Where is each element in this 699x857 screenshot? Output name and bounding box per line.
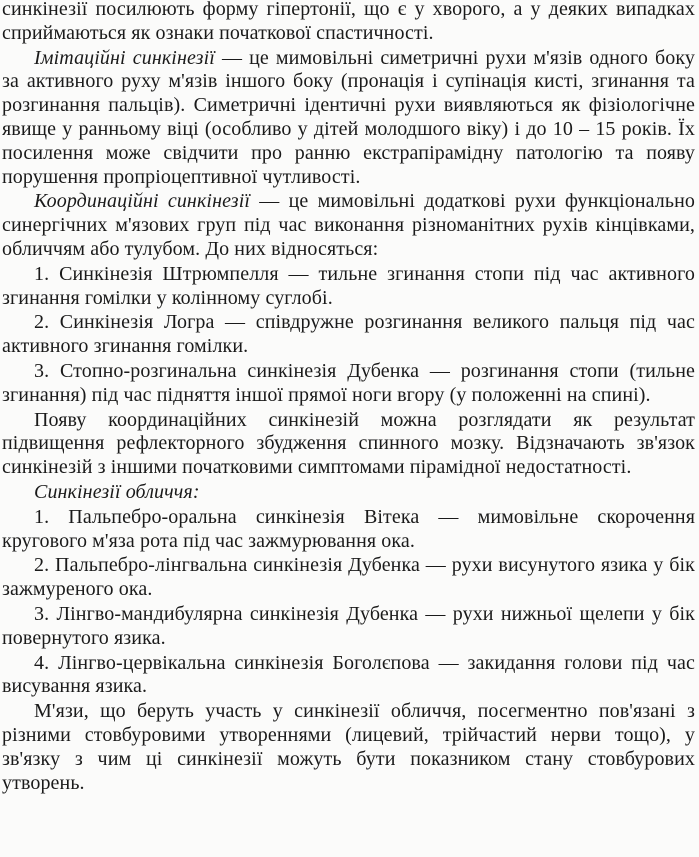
list-item-text: 3. Стопно-розгинальна синкінезія Дубенка — розгинання стопи (тильне згинання) під час підняття іншої прямої ноги вгору (у положенні на спині). — [2, 359, 695, 406]
paragraph-text: М'язи, що беруть участь у синкінезії обличчя, посегментно пов'язані з різними стовбуровими утвореннями (лицевий, трійчастий нерви тощо), у зв'язку з чим ці синкінезії можуть бути показником стану стовбурових утворень. — [2, 700, 695, 794]
term-coordination-synkinesis: Координаційні синкінезії — [34, 190, 251, 213]
term-face-synkinesis: Синкінезії обличчя: — [34, 480, 200, 503]
list-item-text: 1. Пальпебро-оральна синкінезія Вітека — мимовільне скорочення кругового м'яза рота під час зажмурювання ока. — [2, 505, 695, 552]
list-item-text: 2. Синкінезія Логра — співдружне розгинання великого пальця під час активного згинання гомілки. — [2, 311, 695, 358]
list-item-logra — [2, 311, 695, 359]
list-item-strumpell — [2, 263, 695, 311]
list-item-text: 3. Лінгво-мандибулярна синкінезія Дубенка — рухи нижньої щелепи у бік повернутого язика. — [2, 602, 695, 649]
list-item-text: 2. Пальпебро-лінгвальна синкінезія Дубенка — рухи висунутого язика у бік зажмуреного ока. — [2, 554, 695, 601]
term-imitation-synkinesis: Імітаційні синкінезії — [34, 46, 215, 69]
list-item-dubenko-lingual — [2, 554, 695, 602]
paragraph-spinal-reflex — [2, 409, 695, 480]
paragraph — [2, 0, 695, 46]
paragraph-text: — це мимовільні додаткові рухи функціонально синергічних м'язових груп під час виконання різноманітних рухів кінцівками, обличчям або тулубом. До них відносяться: — [2, 190, 695, 260]
paragraph-text: — це мимовільні симетричні рухи м'язів одного боку за активного руху м'язів іншого боку (пронація і супінація кисті, згинання та розгинання пальців). Симетричні ідентичні рухи виявляються як фізіологічне явище у ранньому віці (особливо у дітей молодшого віку) і до 10 – 15 років. Їх посилення може свідчити про ранню екстрапірамідну патологію та появу порушення пропріоцептивної чутливості. — [2, 46, 695, 188]
document-body — [2, 0, 695, 796]
paragraph-text: Появу координаційних синкінезій можна розглядати як результат підвищення рефлекторного збудження спинного мозку. Відзначають зв'язок синкінезій з іншими початковими симптомами пірамідної недостатності. — [2, 408, 695, 479]
paragraph-coordination-synkinesis — [2, 190, 695, 261]
list-item-dubenko-mandibular — [2, 603, 695, 651]
paragraph-muscles-segmental — [2, 700, 695, 795]
list-item-text: 1. Синкінезія Штрюмпелля — тильне згинання стопи під час активного згинання гомілки у колінному суглобі. — [2, 262, 695, 309]
list-item-bogolepov — [2, 652, 695, 700]
list-item-dubenko-foot — [2, 360, 695, 408]
paragraph-text: синкінезії посилюють форму гіпертонії, що є у хворого, а у деяких випадках сприймаються як ознаки початкової спастичності. — [2, 0, 695, 44]
paragraph-imitation-synkinesis — [2, 47, 695, 190]
subheading-face-synkinesis — [2, 481, 695, 505]
list-item-text: 4. Лінгво-цервікальна синкінезія Боголєпова — закидання голови під час висування язика. — [2, 651, 695, 698]
list-item-vitek — [2, 506, 695, 554]
